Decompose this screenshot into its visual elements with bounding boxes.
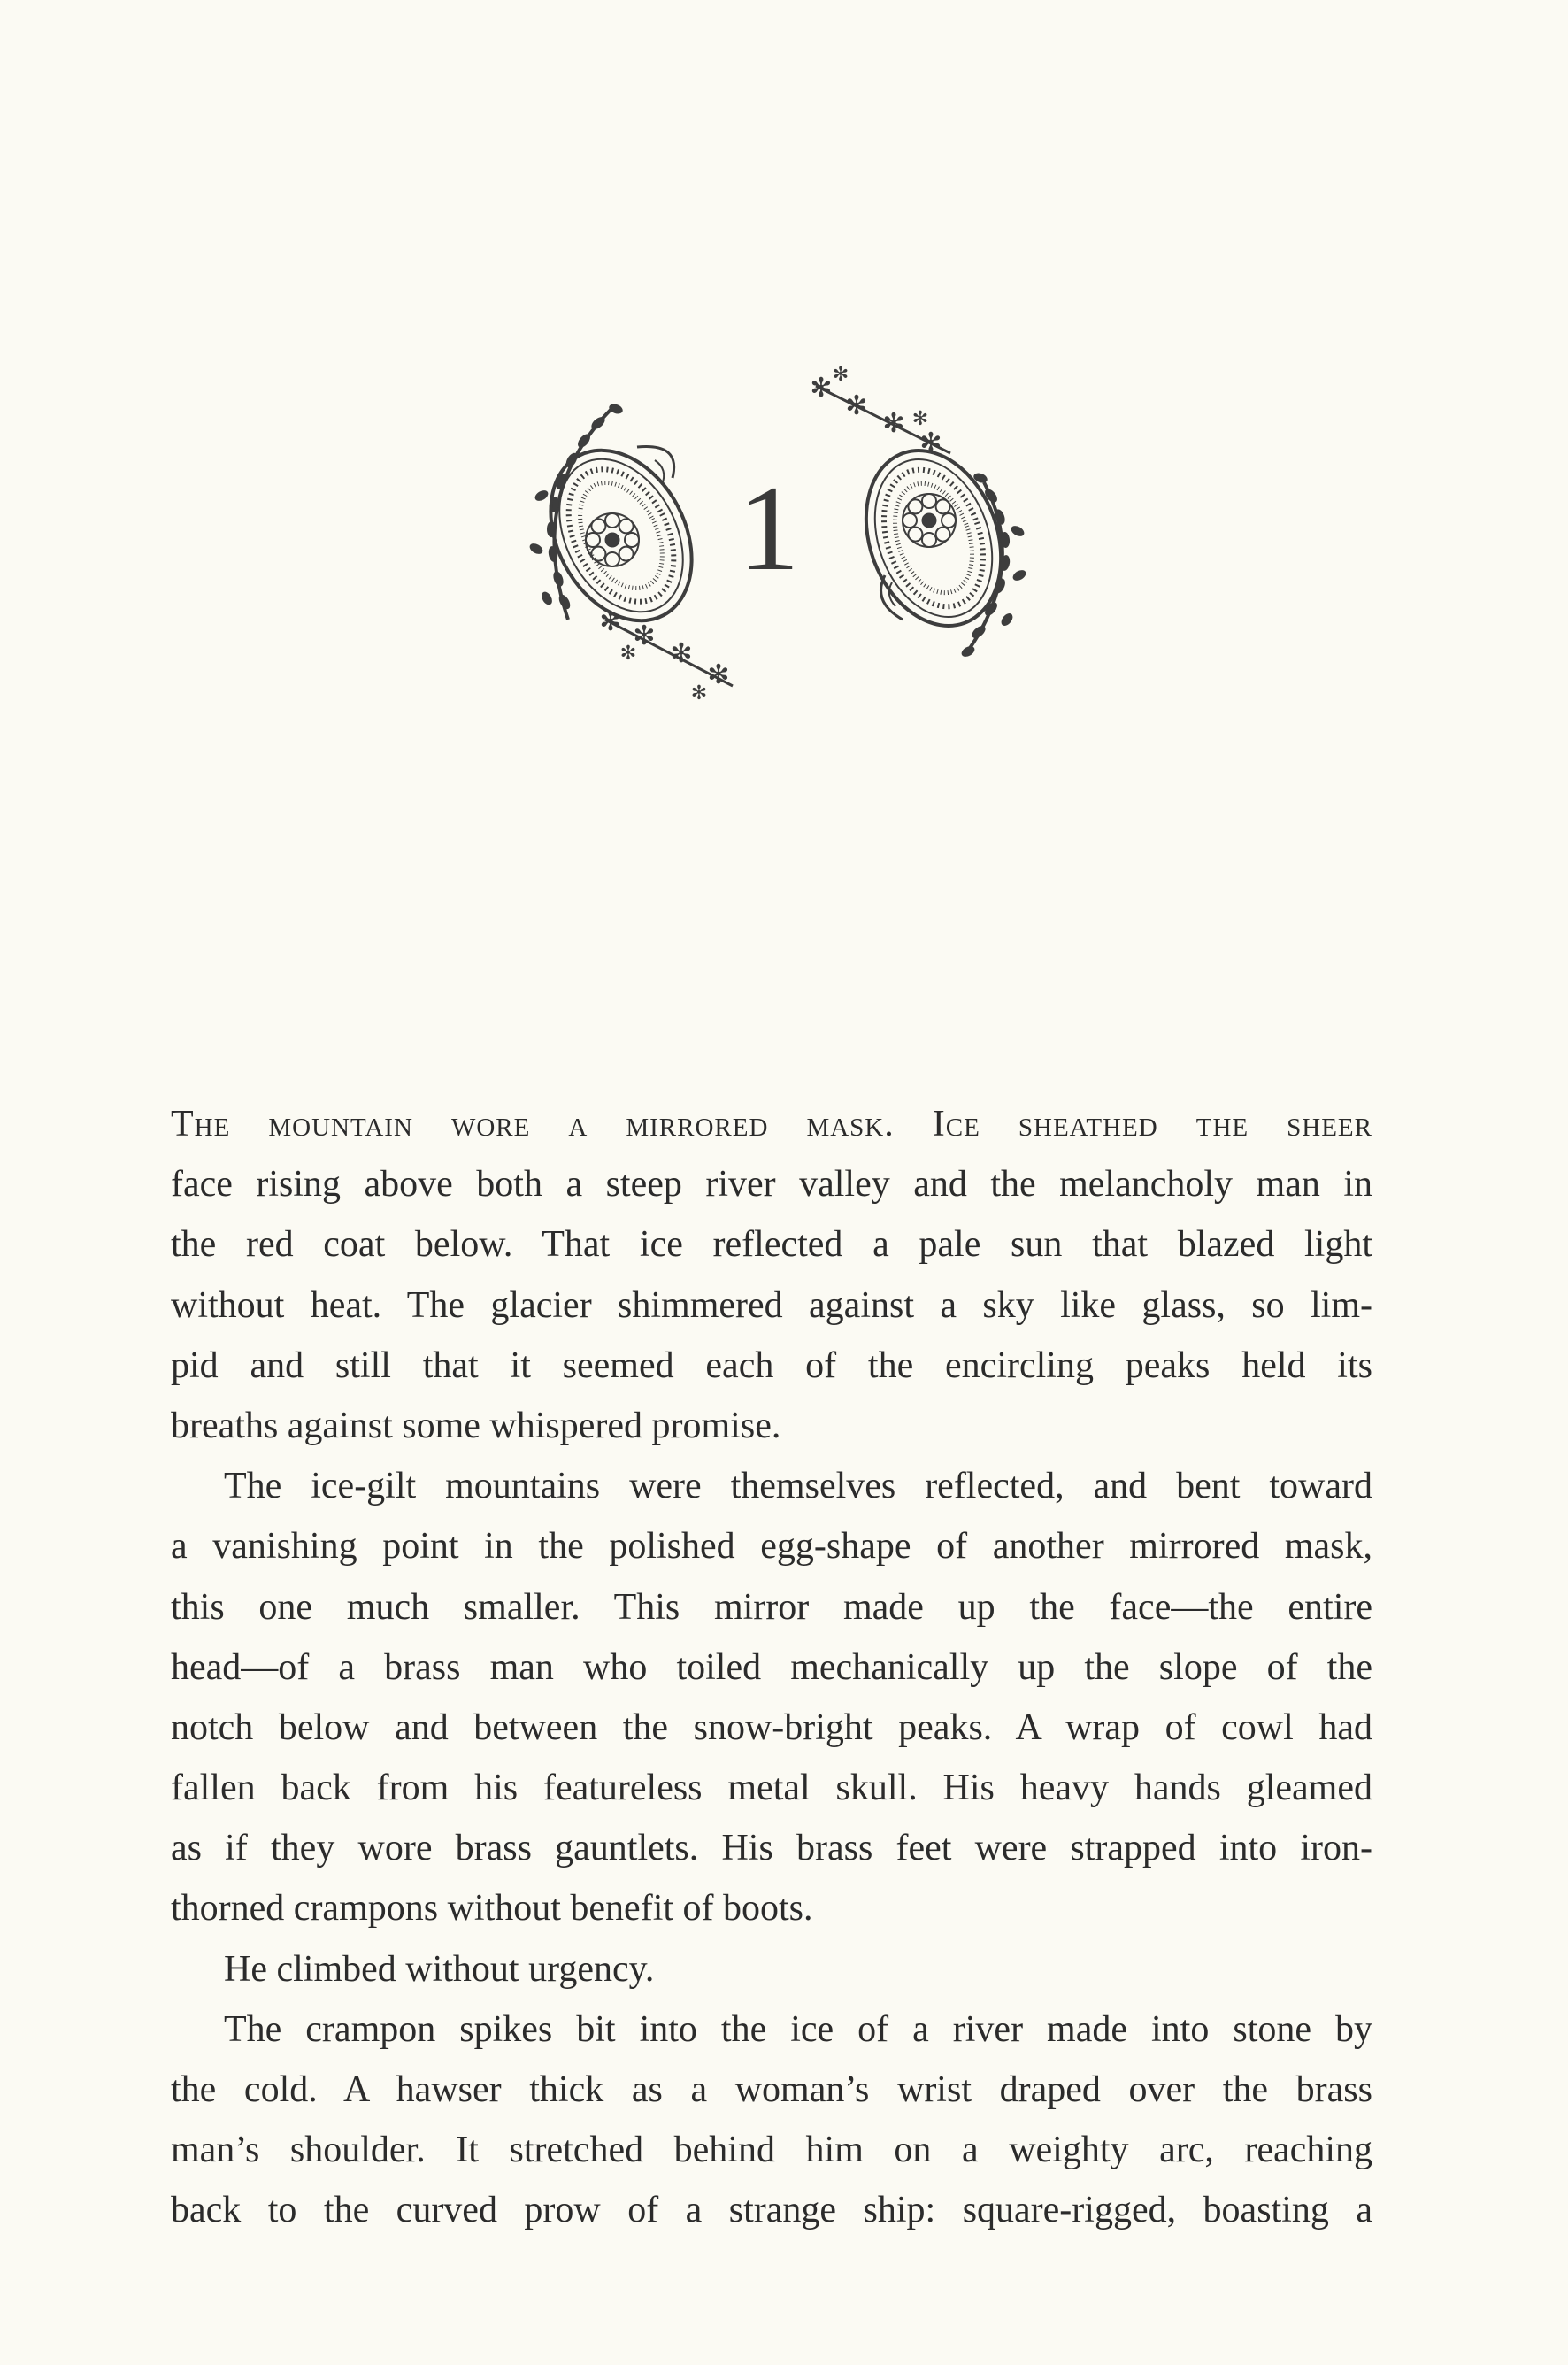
text-line: fallen back from his featureless metal skull. His heavy hands gleamed: [171, 1768, 1372, 1809]
svg-text:✻: ✻: [810, 373, 833, 404]
text-line: the cold. A hawser thick as a woman’s wrist draped over the brass: [171, 2069, 1372, 2110]
text-line: without heat. The glacier shimmered against a sky like glass, so lim-: [171, 1284, 1372, 1326]
text-line: head—of a brass man who toiled mechanically up the slope of the: [171, 1646, 1372, 1688]
paragraph: [171, 1939, 1372, 1999]
text-line: man’s shoulder. It stretched behind him on a weighty arc, reaching: [171, 2130, 1372, 2171]
text-line: the red coat below. That ice reflected a pale sun that blazed light: [171, 1224, 1372, 1266]
paragraph: [171, 1094, 1372, 1456]
text-line: notch below and between the snow-bright peaks. A wrap of cowl had: [171, 1706, 1372, 1748]
svg-text:✻: ✻: [919, 428, 942, 458]
paragraph: [171, 1456, 1372, 1939]
svg-text:✻: ✻: [619, 643, 637, 665]
svg-text:✻: ✻: [832, 364, 849, 386]
text-line: breaths against some whispered promise.: [171, 1405, 781, 1446]
text-line: thorned crampons without benefit of boots.: [171, 1888, 813, 1930]
chapter-number: 1: [738, 460, 800, 596]
svg-text:✻: ✻: [911, 408, 929, 430]
ornament-right-icon: [810, 364, 1027, 659]
svg-text:✻: ✻: [599, 606, 622, 637]
text-line: He climbed without urgency.: [224, 1948, 655, 1990]
ornament-left-icon: [523, 403, 733, 705]
svg-text:✻: ✻: [882, 408, 905, 439]
svg-text:✻: ✻: [690, 682, 708, 705]
text-line: a vanishing point in the polished egg-shape of another mirrored mask,: [171, 1526, 1372, 1568]
svg-text:✻: ✻: [845, 390, 868, 421]
paragraph: [171, 1999, 1372, 2241]
svg-text:✻: ✻: [707, 659, 730, 690]
chapter-body-text: [171, 1094, 1372, 2241]
text-line: The ice-gilt mountains were themselves reflected, and bent toward: [224, 1466, 1372, 1507]
svg-text:✻: ✻: [633, 620, 656, 651]
chapter-ornaments: [0, 0, 1568, 797]
text-line: The crampon spikes bit into the ice of a river made into stone by: [224, 2008, 1372, 2050]
opening-line: The mountain wore a mirrored mask. Ice sheathed the sheer: [171, 1104, 1372, 1144]
text-line: as if they wore brass gauntlets. His brass feet were strapped into iron-: [171, 1828, 1372, 1869]
text-line: this one much smaller. This mirror made up the face—the entire: [171, 1586, 1372, 1628]
text-line: back to the curved prow of a strange ship: square-rigged, boasting a: [171, 2190, 1372, 2231]
text-line: face rising above both a steep river valley and the melancholy man in: [171, 1164, 1372, 1206]
svg-text:✻: ✻: [670, 638, 693, 669]
text-line: pid and still that it seemed each of the encircling peaks held its: [171, 1344, 1372, 1386]
